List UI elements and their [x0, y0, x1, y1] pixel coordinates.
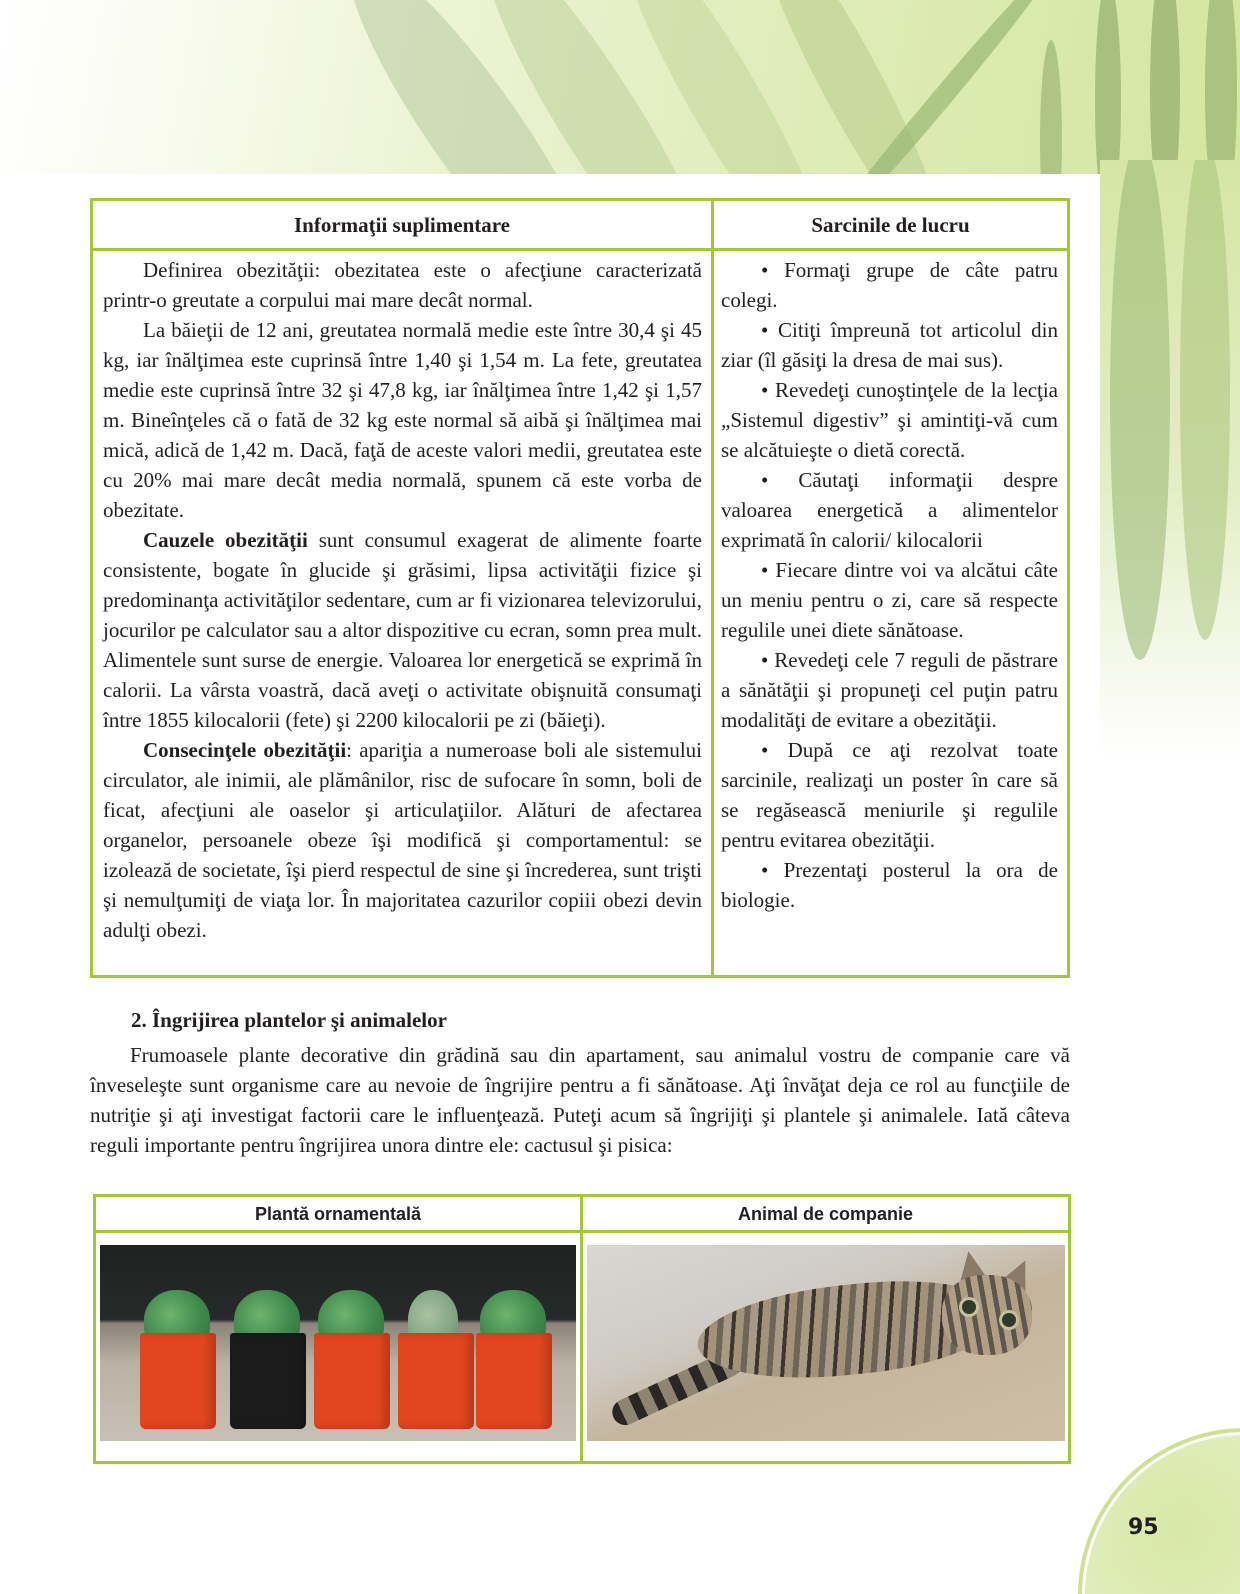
- care-examples-table: [93, 1194, 1071, 1464]
- task-item: • Citiţi împreună tot articolul din ziar (îl găsiţi la dresa de mai sus).: [721, 318, 1058, 372]
- obesity-info-table: [90, 198, 1070, 978]
- task-item: • Căutaţi informaţii despre valoarea energetică a alimentelor exprimată în calorii/ kilocalorii: [721, 468, 1058, 552]
- section-body-paragraph: Frumoasele plante decorative din grădină sau din apartament, sau animalul vostru de companie care vă înveseleşte sunt organisme care au nevoie de îngrijire pentru a fi sănătoase. Aţi învăţat deja ce rol au funcţiile de nutriţie şi aţi investigat factorii care le influenţează. Puteţi acum să îngrijiţi şi plantele şi animalele. Iată câteva reguli importante pentru îngrijirea unora dintre ele: cactusul şi pisica:: [90, 1043, 1070, 1157]
- section-heading: 2. Îngrijirea plantelor şi animalelor: [131, 1008, 447, 1032]
- cactus-image-cell: [96, 1233, 583, 1461]
- paragraph-consequences: Consecinţele obezităţii: apariţia a numeroase boli ale sistemului circulator, ale inimii, ale plămânilor, risc de sufocare în somn, boli de ficat, afecţiuni ale oaselor şi articulaţiilor. Alături de afectarea organelor, persoanele obeze îşi modifică şi comportamentul: se izolează de societate, îşi pierd respectul de sine şi încrederea, sunt trişti şi nemulţumiţi de viaţa lor. În majoritatea cazurilor copiii obezi devin adulţi obezi.: [103, 738, 703, 942]
- table-header-ornamental-plant: Plantă ornamentală: [96, 1197, 583, 1233]
- paragraph-definition: Definirea obezităţii: obezitatea este o afecţiune caracterizată printr-o greutate a corpului mai mare decât normal.: [103, 258, 702, 312]
- task-item: • După ce aţi rezolvat toate sarcinile, realizaţi un poster în care să se regăsească meniurile şi regulile pentru evitarea obezităţii.: [721, 738, 1058, 852]
- table-header-supplementary-info: Informaţii suplimentare: [93, 201, 714, 251]
- cactus-photo: [100, 1245, 576, 1441]
- decorative-palm-leaves-header: [0, 0, 1240, 175]
- task-item: • Prezentaţi posterul la ora de biologie.: [721, 858, 1058, 912]
- cat-image-cell: [583, 1233, 1068, 1461]
- kitten-photo: [587, 1245, 1065, 1441]
- task-item: • Revedeţi cunoştinţele de la lecţia „Sistemul digestiv” şi amintiţi-vă cum se alcătuieşte o dietă corectă.: [721, 378, 1058, 462]
- task-item: • Revedeţi cele 7 reguli de păstrare a sănătăţii şi propuneţi cel puţin patru modalităţi de evitare a obezităţii.: [721, 648, 1058, 732]
- tasks-cell: [714, 251, 1067, 975]
- page-corner-decoration: [1085, 1435, 1240, 1594]
- decorative-palm-leaves-side: [1100, 160, 1240, 760]
- task-item: • Formaţi grupe de câte patru colegi.: [721, 258, 1058, 312]
- paragraph-normal-values: La băieţii de 12 ani, greutatea normală medie este între 30,4 şi 45 kg, iar înălţimea este cuprinsă între 1,40 şi 1,54 m. La fete, greutatea medie este cuprinsă între 32 şi 47,8 kg, iar înălţimea între 1,42 şi 1,57 m. Bineînţeles că o fată de 32 kg este normal să aibă şi înălţimea mai mică, adică de 1,42 m. Dacă, faţă de aceste valori medii, greutatea este cu 20% mai mare decât media normală, spunem că este vorba de obezitate.: [103, 318, 702, 522]
- table-header-tasks: Sarcinile de lucru: [714, 201, 1067, 251]
- task-item: • Fiecare dintre voi va alcătui câte un meniu pentru o zi, care să respecte regulile unei diete sănătoase.: [721, 558, 1058, 642]
- page-number: 95: [1128, 1515, 1159, 1540]
- supplementary-info-cell: [93, 251, 714, 975]
- paragraph-causes: Cauzele obezităţii sunt consumul exagerat de alimente foarte consistente, bogate în glucide şi grăsimi, lipsa activităţii fizice şi predominanţa activităţilor sedentare, cum ar fi vizionarea televizorului, jocurilor pe calculator sau a altor dispozitive cu ecran, somn prea mult. Alimentele sunt surse de energie. Valoarea lor energetică se exprimă în calorii. La vârsta voastră, dacă aveţi o activitate obişnuită consumaţi între 1855 kilocalorii (fete) şi 2200 kilocalorii pe zi (băieţi).: [103, 528, 702, 732]
- table-header-pet: Animal de companie: [583, 1197, 1068, 1233]
